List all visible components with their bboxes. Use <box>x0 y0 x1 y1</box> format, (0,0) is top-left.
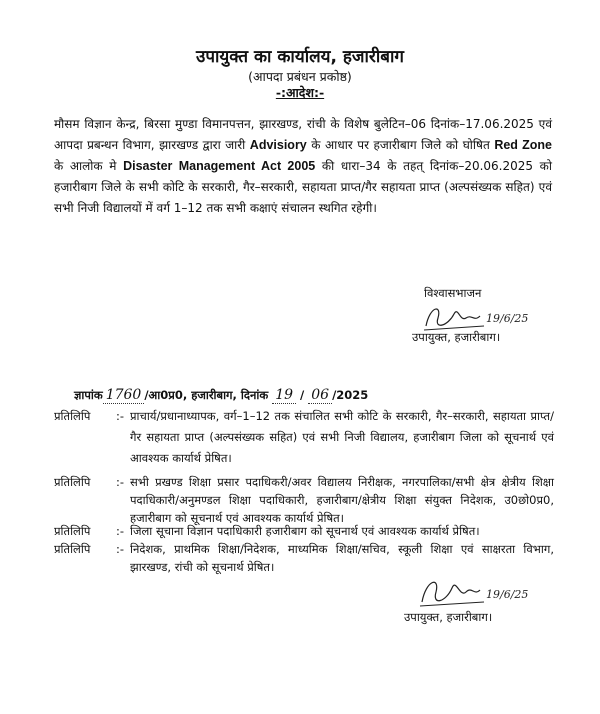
order-text-part3: के आलोक मे <box>54 159 124 173</box>
copy-text: सभी प्रखण्ड शिक्षा प्रसार पदाधिकरी/अवर विद्यालय निरीक्षक, नगरपालिका/सभी क्षेत्र क्षेत्रीय शिक्षा पदाधिकारी/अनुमण्डल शिक्षा पदाधिकारी, हजारीबाग/क्षेत्रीय शिक्षा संयुक्त निदेशक, उ0छो0प्र0, हजारीबाग को सूचनार्थ एवं आवश्यक कार्यार्थ प्रेषित। <box>130 475 554 525</box>
memo-year: /2025 <box>332 388 369 402</box>
copy-separator: :- <box>116 524 125 538</box>
signature1-label: विश्वासभाजन <box>424 286 482 300</box>
signature2-handwriting <box>414 568 544 612</box>
signature2-date-note: 19/6/25 <box>486 588 529 601</box>
copy-text: जिला सूचाना विज्ञान पदाधिकारी हजारीबाग को सूचनार्थ एवं आवश्यक कार्यार्थ प्रेषित। <box>130 524 480 538</box>
memo-office-code: /आ0प्र0, हजारीबाग, दिनांक <box>144 388 269 402</box>
copy-label: प्रतिलिपि <box>54 542 91 556</box>
order-body <box>54 114 552 219</box>
copy-entry <box>54 522 554 540</box>
order-text-part1: मौसम विज्ञान केन्द्र, बिरसा मुण्डा विमानपत्तन, झारखण्ड, रांची के विशेष बुलेटिन–06 दिनांक–17.06.2025 एवं आपदा प्रबन्धन विभाग, झारखण्ड द्वारा जारी <box>54 117 552 152</box>
copy-entry <box>54 473 554 527</box>
memo-day: 19 <box>272 387 296 404</box>
signature2-designation: उपायुक्त, हजारीबाग। <box>404 610 493 624</box>
copy-text: प्राचार्य/प्रधानाध्यापक, वर्ग–1–12 तक संचालित सभी कोटि के सरकारी, गैर–सरकारी, सहायता प्राप्त/गैर सहायता प्राप्त (अल्पसंख्यक सहित) एवं सभी निजी विद्यालय, हजारीबाग जिला को सूचनार्थ एवं आवश्यक कार्यार्थ प्रेषित। <box>130 409 554 465</box>
advisory-term: Advisiory <box>249 138 307 152</box>
copy-separator: :- <box>116 475 125 489</box>
red-zone-term: Red Zone <box>494 138 552 152</box>
copy-text: निदेशक, प्राथमिक शिक्षा/निदेशक, माध्यमिक शिक्षा/सचिव, स्कूली शिक्षा एवं साक्षरता विभाग, झारखण्ड, रांची को सूचनार्थ प्रेषित। <box>130 542 554 574</box>
signature1-date-note: 19/6/25 <box>486 312 529 325</box>
office-cell: (आपदा प्रबंधन प्रकोष्ठ) <box>248 69 352 84</box>
order-text-part4: की धारा–34 के तहत् दिनांक–20.06.2025 को हजारीबाग जिले के सभी कोटि के सरकारी, गैर–सरकारी, सहायता प्राप्त/गैर सहायता प्राप्त (अल्पसंख्यक सहित) एवं सभी निजी विद्यालयों में वर्ग 1–12 तक सभी कक्षाएं संचालन स्थगित रहेगी। <box>54 159 552 215</box>
copy-separator: :- <box>116 409 125 423</box>
copy-entry <box>54 406 554 469</box>
order-text-part2: के आधार पर हजारीबाग जिले को घोषित <box>306 138 495 152</box>
memo-month: 06 <box>308 387 332 404</box>
signature1-designation: उपायुक्त, हजारीबाग। <box>412 330 501 344</box>
copy-separator: :- <box>116 542 125 556</box>
memo-prefix: ज्ञापांक <box>74 388 103 402</box>
act-term: Disaster Management Act 2005 <box>123 159 316 173</box>
office-title: उपायुक्त का कार्यालय, हजारीबाग <box>196 47 404 67</box>
copy-label: प्रतिलिपि <box>54 475 91 489</box>
memo-number: 1760 <box>103 387 145 404</box>
memo-reference: ज्ञापांक 1760 /आ0प्र0, हजारीबाग, दिनांक 19 / 06 /2025 <box>74 387 369 403</box>
copy-label: प्रतिलिपि <box>54 409 91 423</box>
copy-label: प्रतिलिपि <box>54 524 91 538</box>
order-heading: -:आदेश:- <box>275 85 325 100</box>
